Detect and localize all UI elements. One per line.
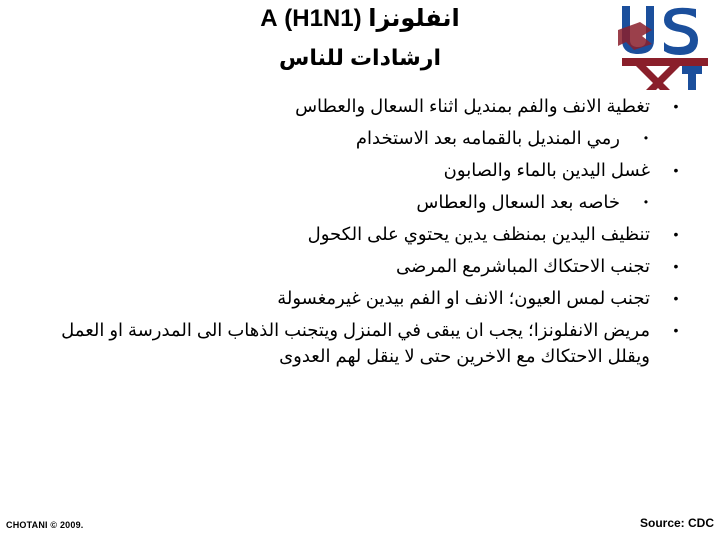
bullet-icon: • [673, 258, 679, 274]
bullet-icon: • [643, 195, 649, 209]
list-item-text: غسل اليدين بالماء والصابون [443, 160, 650, 180]
list-item-text: تجنب لمس العيون؛ الانف او الفم بيدين غيرمغسولة [277, 288, 650, 308]
bullet-icon: • [673, 322, 679, 338]
source-footer: Source: CDC [639, 516, 714, 530]
slide-subtitle: ارشادات للناس [279, 45, 441, 70]
list-item [40, 285, 686, 311]
slide-title: انفلونزا (H1N1) A [260, 5, 460, 32]
list-item [40, 125, 686, 151]
list-item-text: خاصه بعد السعال والعطاس [416, 192, 620, 212]
list-item-text: تجنب الاحتكاك المباشرمع المرضى [396, 256, 650, 276]
bullet-icon: • [643, 131, 649, 145]
list-item-text: تنظيف اليدين بمنظف يدين يحتوي على الكحول [307, 224, 650, 244]
list-item-text: تغطية الانف والفم بمنديل اثناء السعال والعطاس [295, 96, 650, 116]
bullet-icon: • [673, 162, 679, 178]
list-item [40, 317, 686, 369]
list-item [40, 189, 686, 215]
list-item [40, 221, 686, 247]
bullet-icon: • [673, 98, 679, 114]
university-logo [612, 0, 714, 94]
bullet-list [40, 93, 686, 375]
list-item [40, 93, 686, 119]
list-item-text: رمي المنديل بالقمامه بعد الاستخدام [355, 128, 620, 148]
bullet-icon: • [673, 290, 679, 306]
bullet-icon: • [673, 226, 679, 242]
list-item [40, 157, 686, 183]
list-item-text: مريض الانفلونزا؛ يجب ان يبقى في المنزل ويتجنب الذهاب الى المدرسة او العمل ويقلل الاحتكاك مع الاخرين حتى لا ينقل لهم العدوى [61, 320, 650, 366]
copyright-footer: CHOTANI © 2009. [6, 520, 84, 530]
list-item [40, 253, 686, 279]
